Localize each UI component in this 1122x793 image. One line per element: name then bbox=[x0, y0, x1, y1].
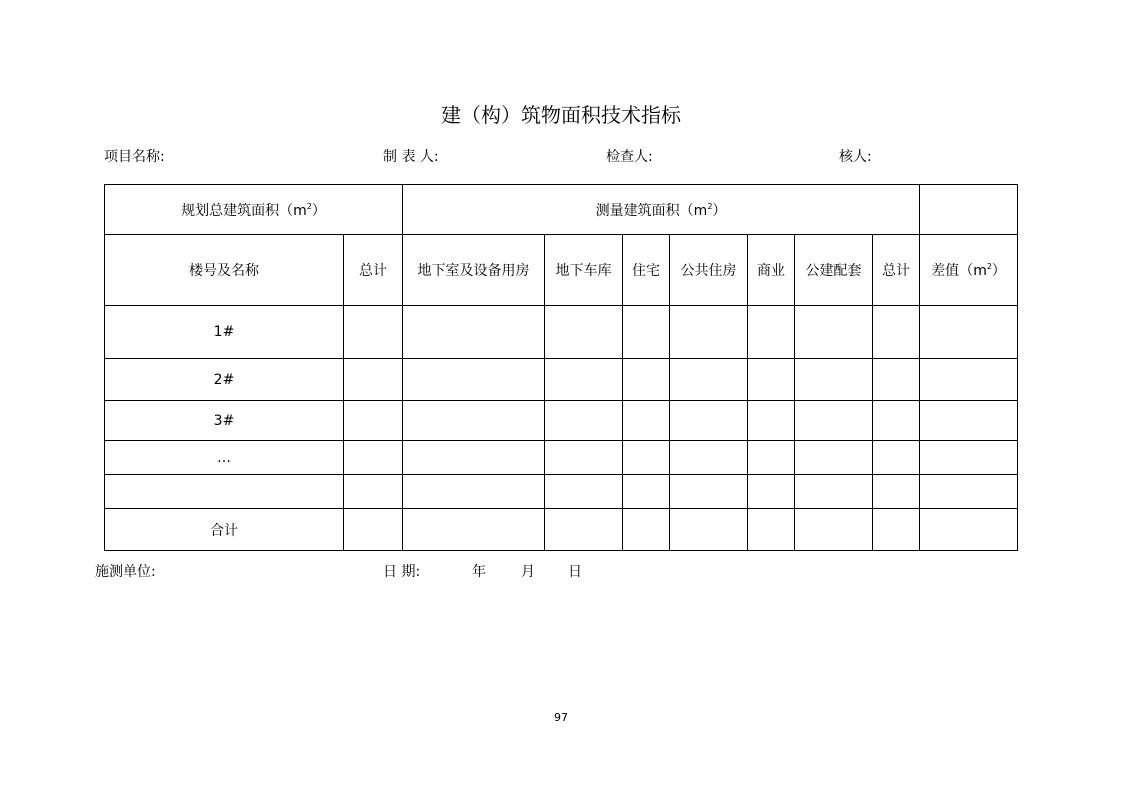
month-label: 月 bbox=[521, 564, 535, 580]
building-name-cell: 1# bbox=[105, 306, 344, 359]
checker-label: 检查人: bbox=[606, 149, 653, 165]
table-row bbox=[105, 475, 1018, 509]
col-header-measured-total: 总计 bbox=[873, 235, 920, 306]
building-name-cell: 3# bbox=[105, 401, 344, 441]
table-row bbox=[105, 306, 1018, 359]
col-header-basement: 地下室及设备用房 bbox=[403, 235, 545, 306]
day-label: 日 bbox=[568, 564, 582, 580]
total-row bbox=[105, 509, 1018, 551]
col-header-residential: 住宅 bbox=[623, 235, 670, 306]
group-header-row bbox=[105, 185, 1018, 235]
building-name-cell bbox=[105, 475, 344, 509]
empty-header-cell bbox=[920, 185, 1018, 235]
table-row bbox=[105, 401, 1018, 441]
total-label-cell: 合计 bbox=[105, 509, 344, 551]
col-header-building: 楼号及名称 bbox=[105, 235, 344, 306]
col-header-commercial: 商业 bbox=[748, 235, 795, 306]
col-header-difference: 差值$(m^2)$ bbox=[920, 235, 1018, 306]
page-title: 建（构）筑物面积技术指标 bbox=[441, 103, 681, 127]
area-unit: $(m^2)$ bbox=[959, 262, 1006, 279]
column-header-row bbox=[105, 235, 1018, 306]
table-row bbox=[105, 441, 1018, 475]
year-label: 年 bbox=[472, 564, 486, 580]
col-header-garage: 地下车库 bbox=[545, 235, 623, 306]
measured-area-header bbox=[403, 185, 920, 235]
survey-unit-label: 施测单位: bbox=[95, 564, 156, 580]
area-unit: $(m^2)$ bbox=[679, 201, 727, 219]
planned-total-area-label: 规划总建筑面积 bbox=[181, 202, 280, 219]
building-name-cell: … bbox=[105, 441, 344, 475]
area-index-table bbox=[104, 184, 1018, 551]
col-header-public-housing: 公共住房 bbox=[670, 235, 748, 306]
table-row bbox=[105, 359, 1018, 401]
planned-total-area-header bbox=[105, 185, 403, 235]
col-header-public-facilities: 公建配套 bbox=[795, 235, 873, 306]
project-name-label: 项目名称: bbox=[104, 149, 165, 165]
preparer-label: 制 表 人: bbox=[383, 149, 439, 165]
date-label: 日 期: bbox=[383, 564, 421, 580]
approver-label: 核人: bbox=[839, 149, 872, 165]
measured-area-label: 测量建筑面积 bbox=[595, 202, 680, 219]
col-header-planned-total: 总计 bbox=[344, 235, 403, 306]
building-name-cell: 2# bbox=[105, 359, 344, 401]
page-number: 97 bbox=[554, 711, 568, 724]
area-unit: $(m^2)$ bbox=[279, 201, 326, 219]
